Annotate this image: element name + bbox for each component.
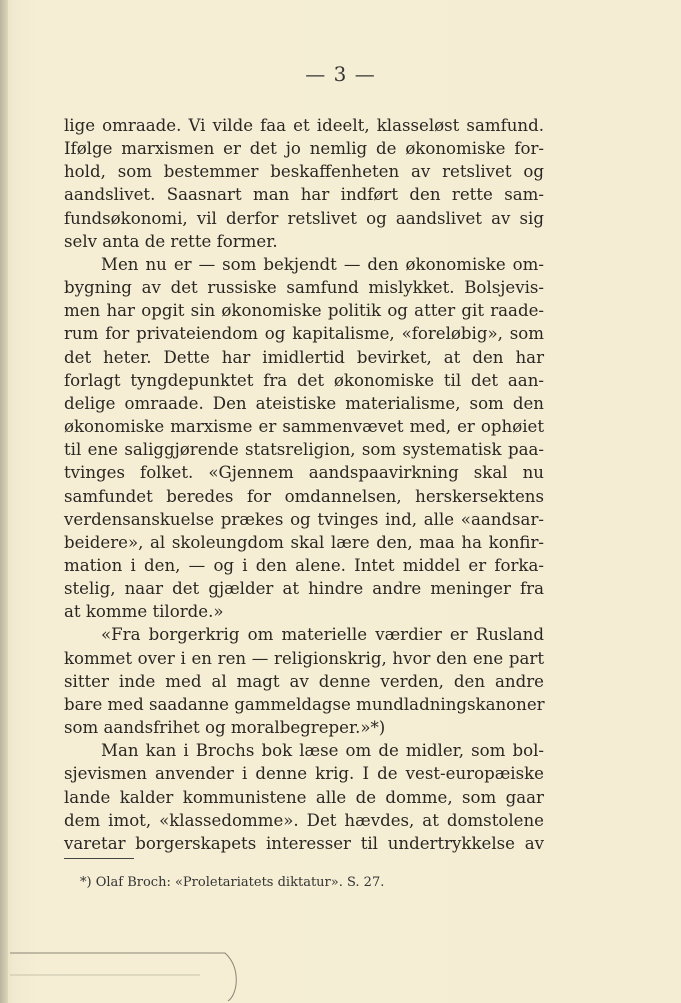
text-line: varetar borgerskapets interesser til undertrykkelse av — [64, 833, 544, 853]
text-line: at komme tilorde.» — [64, 602, 224, 622]
footnote: *) Olaf Broch: «Proletariatets diktatur». S. 27. — [80, 875, 385, 890]
paragraph-start-line: Man kan i Brochs bok læse om de midler, som bol- — [101, 741, 544, 761]
text-line: rum for privateiendom og kapitalisme, «foreløbig», som — [64, 324, 544, 344]
text-line: samfundet beredes for omdannelsen, herskersektens — [64, 486, 544, 506]
text-line: verdensanskuelse prækes og tvinges ind, alle «aandsar- — [64, 509, 544, 529]
text-line: dem imot, «klassedomme». Det hævdes, at domstolene — [64, 810, 544, 830]
page-number: — 3 — — [305, 62, 376, 86]
footnote-divider — [64, 858, 134, 859]
text-line: Ifølge marxismen er det jo nemlig de økonomiske for- — [64, 139, 544, 159]
text-line: til ene saliggjørende statsreligion, som systematisk paa- — [64, 440, 544, 460]
text-line: delige omraade. Den ateistiske materialisme, som den — [64, 393, 544, 413]
text-line: tvinges folket. «Gjennem aandspaavirkning skal nu — [64, 463, 544, 483]
page-fold-mark — [0, 945, 250, 1003]
text-line: beidere», al skoleungdom skal lære den, maa ha konfir- — [64, 532, 544, 552]
text-line: mation i den, — og i den alene. Intet middel er forka- — [64, 555, 544, 575]
text-line: fundsøkonomi, vil derfor retslivet og aandslivet av sig — [64, 208, 544, 228]
text-line: som aandsfrihet og moralbegreper.»*) — [64, 718, 386, 738]
page-binding-edge — [0, 0, 8, 1003]
text-line: bygning av det russiske samfund mislykket. Bolsjevis- — [64, 278, 544, 298]
text-line: hold, som bestemmer beskaffenheten av retslivet og — [64, 162, 544, 182]
text-line: lande kalder kommunistene alle de domme, som gaar — [64, 787, 544, 807]
text-line: sjevismen anvender i denne krig. I de vest-europæiske — [64, 764, 544, 784]
text-line: sitter inde med al magt av denne verden, den andre — [64, 671, 544, 691]
text-line: kommet over i en ren — religionskrig, hvor den ene part — [64, 648, 544, 668]
text-line: selv anta de rette former. — [64, 231, 278, 251]
paragraph-start-line: Men nu er — som bekjendt — den økonomiske om- — [101, 254, 544, 274]
text-line: forlagt tyngdepunktet fra det økonomiske til det aan- — [64, 370, 544, 390]
body-text — [64, 114, 544, 855]
text-line: aandslivet. Saasnart man har indført den rette sam- — [64, 185, 544, 205]
text-line: økonomiske marxisme er sammenvævet med, er ophøiet — [64, 417, 544, 437]
text-line: lige omraade. Vi vilde faa et ideelt, klasseløst samfund. — [64, 116, 544, 135]
text-line: stelig, naar det gjælder at hindre andre meninger fra — [64, 579, 544, 599]
text-line: bare med saadanne gammeldagse mundladningskanoner — [64, 694, 545, 714]
text-line: det heter. Dette har imidlertid bevirket, at den har — [64, 347, 544, 367]
text-line: men har opgit sin økonomiske politik og atter git raade- — [64, 301, 544, 321]
paragraph-start-line: «Fra borgerkrig om materielle værdier er Rusland — [101, 625, 544, 645]
